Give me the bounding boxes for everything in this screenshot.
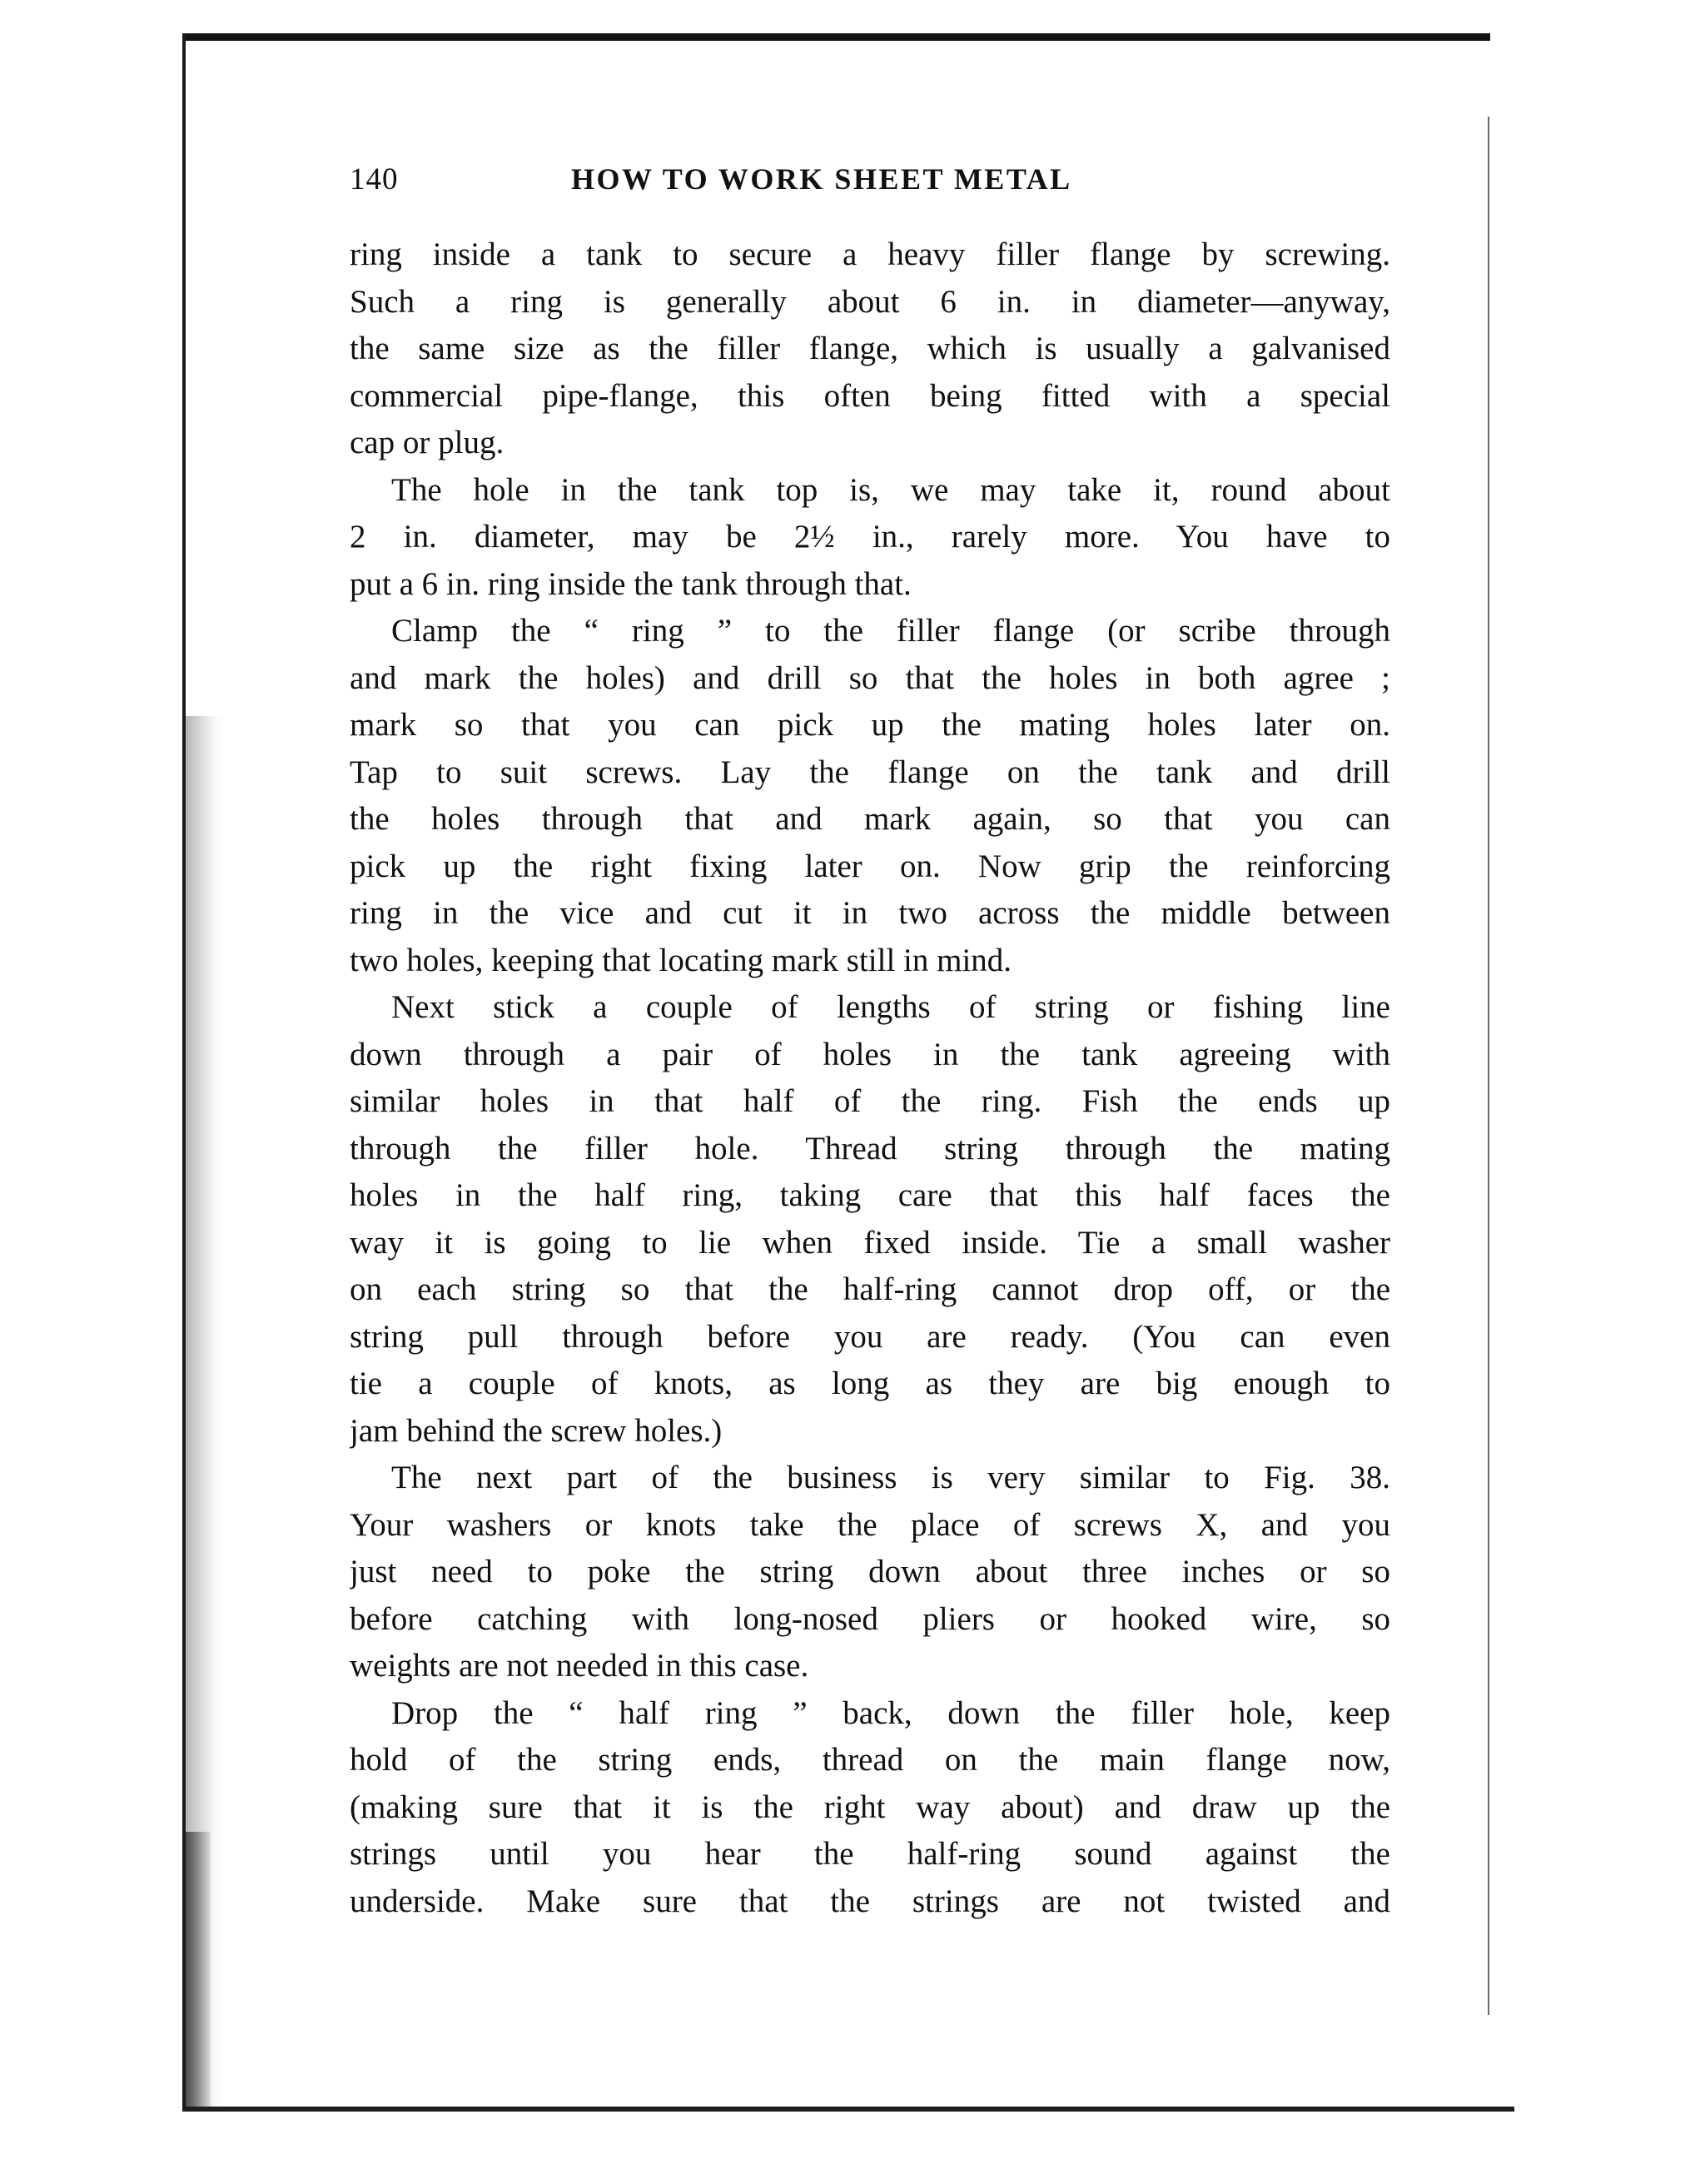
text-line: put a 6 in. ring inside the tank through that. xyxy=(350,565,912,602)
text-line: strings until you hear the half-ring sound against the xyxy=(350,1836,1390,1872)
text-line: The hole in the tank top is, we may take it, round about xyxy=(391,471,1390,508)
text-line: and mark the holes) and drill so that the holes in both agree ; xyxy=(350,659,1390,696)
text-line: on each string so that the half-ring cannot drop off, or the xyxy=(350,1271,1390,1307)
text-line: weights are not needed in this case. xyxy=(350,1648,809,1684)
text-line: Such a ring is generally about 6 in. in diameter—anyway, xyxy=(350,283,1390,320)
text-line: The next part of the business is very similar to Fig. 38. xyxy=(391,1460,1390,1495)
text-line: underside. Make sure that the strings are not twisted and xyxy=(350,1883,1390,1919)
text-line: Tap to suit screws. Lay the flange on the tank and drill xyxy=(350,754,1390,790)
running-head xyxy=(350,162,1390,211)
text-line: holes in the half ring, taking care that this half faces the xyxy=(350,1177,1390,1213)
text-line: just need to poke the string down about three inches or so xyxy=(350,1554,1390,1589)
text-line: two holes, keeping that locating mark still in mind. xyxy=(350,942,1012,978)
text-line: down through a pair of holes in the tank agreeing with xyxy=(350,1036,1390,1072)
text-line: jam behind the screw holes.) xyxy=(350,1412,723,1449)
text-line: Drop the “ half ring ” back, down the filler hole, keep xyxy=(391,1694,1390,1731)
text-line: way it is going to lie when fixed inside. Tie a small washer xyxy=(350,1224,1390,1261)
text-line: 2 in. diameter, may be 2½ in., rarely more. You have to xyxy=(350,519,1390,555)
text-line: pick up the right fixing later on. Now grip the reinforcing xyxy=(350,848,1390,884)
text-line: (making sure that it is the right way about) and draw up the xyxy=(350,1788,1390,1825)
text-line: mark so that you can pick up the mating holes later on. xyxy=(350,707,1390,743)
text-line: hold of the string ends, thread on the main flange now, xyxy=(350,1742,1390,1778)
running-title: HOW TO WORK SHEET METAL xyxy=(571,162,1072,196)
scan-border-top xyxy=(185,33,1490,41)
text-line: ring inside a tank to secure a heavy filler flange by screwing. xyxy=(350,236,1390,272)
scan-border-bottom xyxy=(182,2107,1514,2112)
text-line: Next stick a couple of lengths of string or fishing line xyxy=(391,989,1390,1025)
page-number: 140 xyxy=(350,162,399,197)
text-line: similar holes in that half of the ring. Fish the ends up xyxy=(350,1083,1390,1119)
text-line: string pull through before you are ready. (You can even xyxy=(350,1318,1390,1355)
text-line: tie a couple of knots, as long as they are big enough to xyxy=(350,1366,1390,1401)
text-line: ring in the vice and cut it in two across the middle between xyxy=(350,895,1390,931)
scan-border-right xyxy=(1488,117,1489,2015)
text-line: through the filler hole. Thread string through the mating xyxy=(350,1130,1390,1167)
text-line: the same size as the filler flange, which is usually a galvanised xyxy=(350,331,1390,366)
binding-shadow-dark xyxy=(186,1832,211,2107)
body-text xyxy=(350,231,1390,1925)
text-line: before catching with long-nosed pliers or hooked wire, so xyxy=(350,1600,1390,1637)
text-line: Clamp the “ ring ” to the filler flange (or scribe through xyxy=(391,613,1390,649)
text-line: the holes through that and mark again, so that you can xyxy=(350,801,1390,837)
text-line: Your washers or knots take the place of screws X, and you xyxy=(350,1506,1390,1543)
text-line: cap or plug. xyxy=(350,425,505,460)
text-line: commercial pipe-flange, this often being fitted with a special xyxy=(350,377,1390,414)
